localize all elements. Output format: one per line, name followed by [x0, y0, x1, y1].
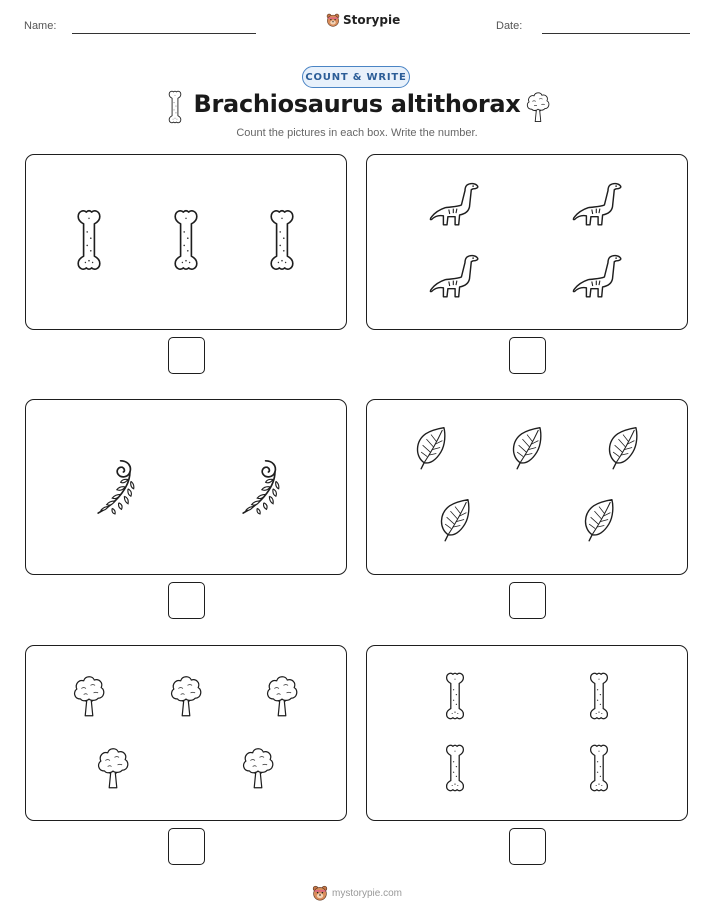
leaf-icon — [508, 424, 546, 474]
bear-mascot-icon — [312, 885, 328, 901]
fern-icon — [87, 452, 143, 520]
leaf-icon — [412, 424, 450, 474]
leaf-icon — [604, 424, 642, 474]
fern-icon — [232, 452, 288, 520]
tree-icon — [263, 670, 301, 722]
bone-icon — [71, 207, 107, 273]
bone-icon — [264, 207, 300, 273]
brachiosaurus-icon — [429, 179, 483, 231]
leaf-icon — [436, 496, 474, 546]
page-title: Brachiosaurus altithorax — [193, 90, 521, 118]
date-line[interactable] — [542, 33, 690, 34]
counting-box-2 — [366, 154, 688, 330]
brachiosaurus-icon — [572, 179, 626, 231]
answer-box-1[interactable] — [168, 337, 205, 374]
tree-icon — [70, 670, 108, 722]
footer-site[interactable]: mystorypie.com — [331, 887, 402, 899]
tree-icon — [239, 742, 277, 794]
bear-mascot-icon — [326, 13, 340, 27]
bone-icon — [441, 742, 469, 794]
answer-box-3[interactable] — [168, 582, 205, 619]
brand-logo — [326, 13, 400, 27]
leaf-icon — [580, 496, 618, 546]
bone-icon — [585, 670, 613, 722]
tree-icon — [94, 742, 132, 794]
bone-icon — [585, 742, 613, 794]
answer-box-2[interactable] — [509, 337, 546, 374]
bone-icon — [168, 207, 204, 273]
answer-box-5[interactable] — [168, 828, 205, 865]
brachiosaurus-icon — [429, 251, 483, 303]
counting-box-3 — [25, 399, 347, 575]
name-line[interactable] — [72, 33, 256, 34]
brand-name: Storypie — [343, 13, 401, 27]
date-label: Date: — [496, 20, 523, 32]
counting-box-5 — [25, 645, 347, 821]
name-label: Name: — [24, 20, 57, 32]
brachiosaurus-icon — [572, 251, 626, 303]
footer — [0, 885, 714, 901]
bone-icon — [441, 670, 469, 722]
tree-icon — [167, 670, 205, 722]
instructions: Count the pictures in each box. Write the number. — [236, 127, 478, 139]
answer-box-6[interactable] — [509, 828, 546, 865]
counting-box-4 — [366, 399, 688, 575]
count-write-badge: COUNT & WRITE — [302, 66, 410, 88]
answer-box-4[interactable] — [509, 582, 546, 619]
tree-icon — [524, 90, 552, 124]
counting-box-1 — [25, 154, 347, 330]
counting-box-6 — [366, 645, 688, 821]
